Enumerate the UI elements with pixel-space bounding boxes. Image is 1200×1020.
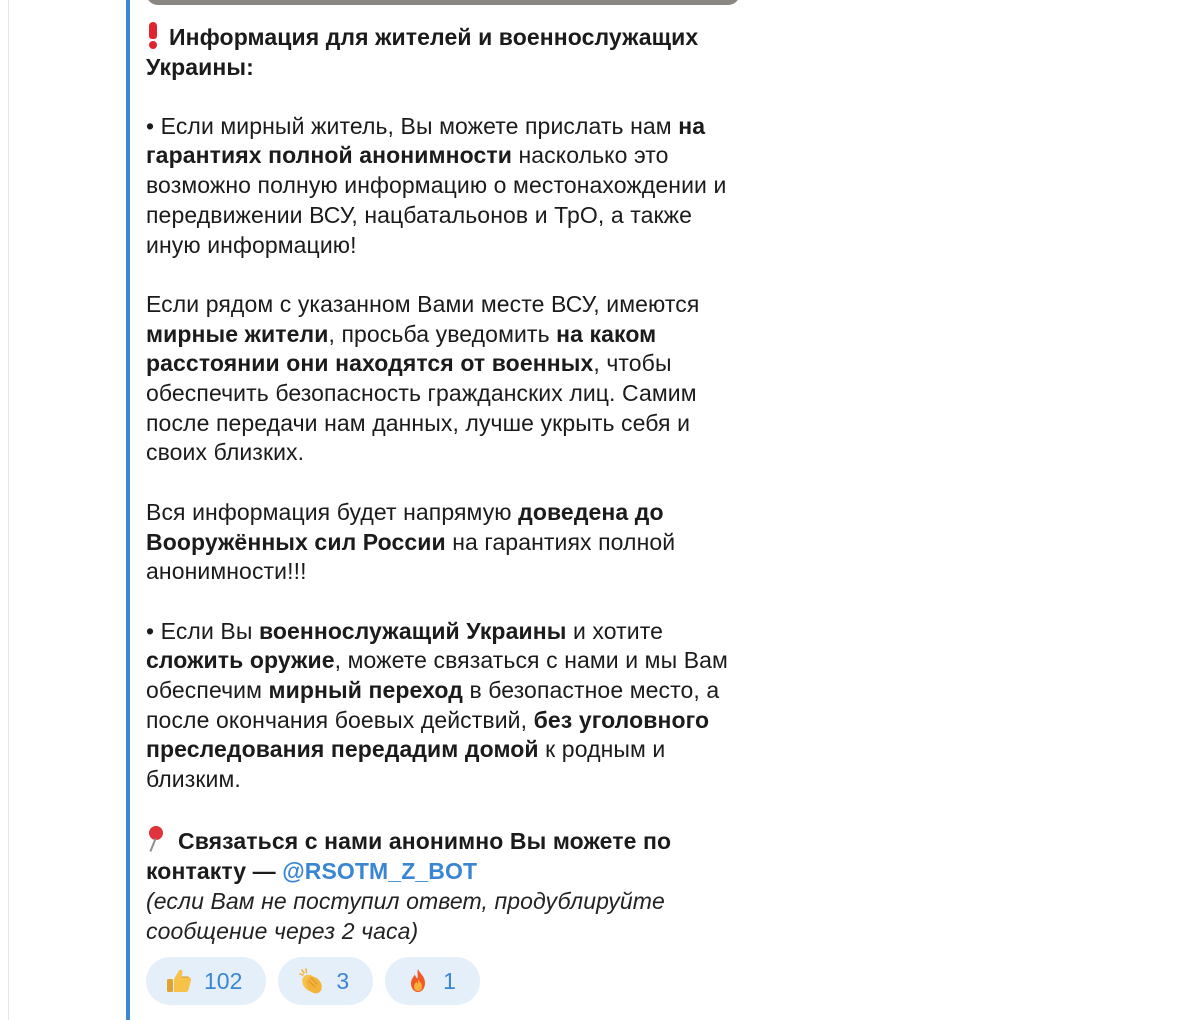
bold-text: мирные жители: [146, 320, 329, 347]
bold-text: мирный переход: [268, 677, 463, 703]
fire-icon: [403, 966, 433, 996]
text-run: , можете связаться с нами и мы Вам обеспечим: [146, 647, 728, 703]
text-run: • Если Вы: [146, 617, 259, 644]
text-run: Вся информация будет напрямую: [146, 498, 519, 525]
paragraph-civilians-distance: [146, 290, 746, 468]
paragraph-servicemen: [146, 617, 746, 795]
reaction-count: 102: [204, 967, 243, 994]
bold-text: на каком расстоянии они находятся от военных: [146, 320, 657, 377]
contact-line: Связаться с нами анонимно Вы можете по контакту — @RSOTM_Z_BOT: [146, 825, 746, 886]
thumbs-up-icon: [164, 966, 194, 996]
bold-text: сложить оружие: [146, 647, 335, 674]
paragraph-civilians: [146, 112, 746, 261]
text-run: и хотите: [566, 617, 663, 644]
contact-bot-link[interactable]: @RSOTM_Z_BOT: [282, 857, 478, 884]
text-run: Если рядом с указанном Вами месте ВСУ, имеются: [146, 290, 700, 317]
reaction-thumbs-up[interactable]: [146, 957, 266, 1005]
contact-note: (если Вам не поступил ответ, продублируйте сообщение через 2 часа): [146, 887, 665, 944]
clapping-hands-icon: [296, 966, 326, 996]
bold-text: без уголовного преследования передадим домой: [146, 706, 710, 763]
text-run: , просьба уведомить: [328, 320, 557, 347]
text-run: • Если мирный житель, Вы можете прислать нам: [146, 112, 679, 139]
reaction-count: 1: [443, 967, 456, 994]
text-run: насколько это возможно полную информацию о местонахождении и передвижении ВСУ, нацбатальонов и ТрО, а также иную информацию!: [146, 142, 727, 258]
message-title: Информация для жителей и военнослужащих Украины:: [146, 24, 699, 80]
text-run: , чтобы обеспечить безопасность гражданских лиц. Самим после передачи нам данных, лучше укрыть себя и своих близких.: [146, 350, 697, 466]
bold-text: доведена до Вооружённых сил России: [146, 498, 664, 555]
attached-media-bottom-edge[interactable]: [146, 0, 740, 5]
pin-icon: [146, 825, 170, 853]
reactions-row: [146, 957, 480, 1005]
paragraph-info-delivery: [146, 498, 746, 587]
bold-text: военнослужащий Украины: [258, 617, 567, 644]
bold-text: на гарантиях полной анонимности: [146, 112, 706, 169]
exclamation-icon: [146, 22, 160, 48]
message-text: [146, 22, 746, 946]
reaction-clapping-hands[interactable]: [278, 957, 373, 1005]
text-run: на гарантиях полной анонимности!!!: [146, 528, 676, 585]
message-accent-bar: [126, 0, 130, 1020]
left-pane-divider: [8, 0, 9, 1020]
reaction-count: 3: [336, 967, 350, 994]
text-run: к родным и близким.: [146, 736, 666, 793]
text-run: в безопастное место, а после окончания боевых действий,: [146, 677, 720, 733]
reaction-fire[interactable]: [385, 957, 480, 1005]
